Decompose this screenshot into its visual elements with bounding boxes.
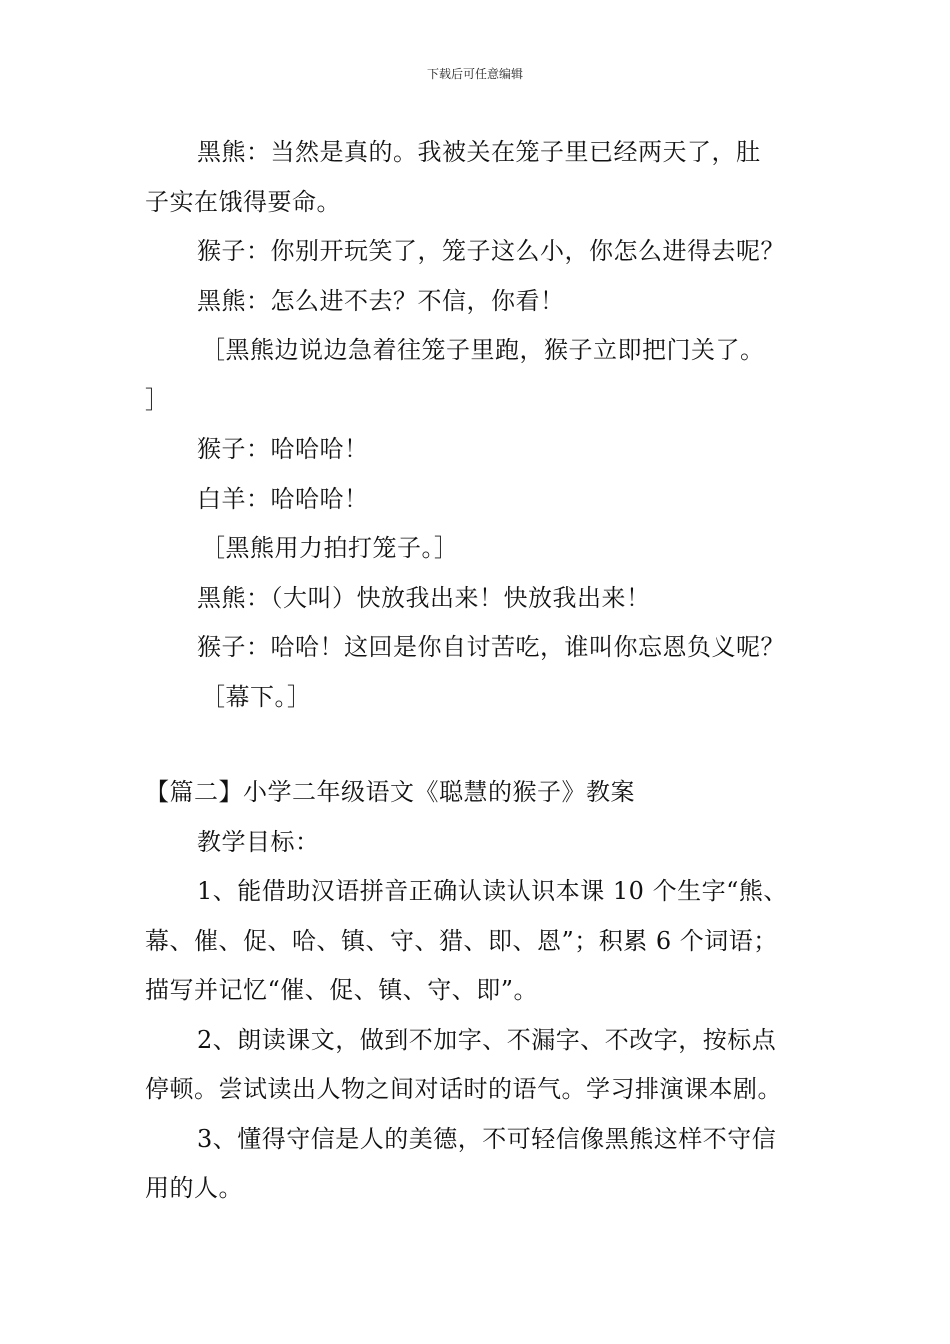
stage-direction: ［黑熊边说边急着往笼子里跑，猴子立即把门关了。 — [201, 336, 765, 364]
goal-item: 1、能借助汉语拼音正确认读认识本课 10 个生字“熊、 — [197, 877, 788, 905]
dialogue-line: 黑熊：（大叫）快放我出来！快放我出来！ — [197, 583, 651, 612]
goal-item-continuation: 幕、催、促、哈、镇、守、猎、即、恩”；积累 6 个词语； — [145, 926, 778, 955]
section-title: 【篇二】小学二年级语文《聪慧的猴子》教案 — [145, 778, 635, 806]
dialogue-line: 猴子：你别开玩笑了，笼子这么小，你怎么进得去呢？ — [197, 237, 785, 265]
goal-item: 2、朗读课文，做到不加字、不漏字、不改字，按标点 — [197, 1025, 777, 1054]
goal-item: 3、懂得守信是人的美德，不可轻信像黑熊这样不守信 — [197, 1124, 777, 1153]
dialogue-line: 黑熊：怎么进不去？不信，你看！ — [197, 286, 565, 315]
dialogue-line: 白羊：哈哈哈！ — [197, 484, 369, 513]
dialogue-line: 黑熊：当然是真的。我被关在笼子里已经两天了，肚 — [197, 138, 761, 166]
stage-direction-continuation: ］ — [145, 385, 170, 414]
goals-heading: 教学目标： — [197, 827, 320, 856]
stage-direction: ［黑熊用力拍打笼子。］ — [201, 534, 459, 562]
dialogue-line: 猴子：哈哈！这回是你自讨苦吃，谁叫你忘恩负义呢？ — [197, 633, 785, 661]
header-watermark: 下载后可任意编辑 — [426, 67, 523, 81]
document-body — [145, 128, 813, 1214]
goal-item-continuation: 用的人。 — [145, 1174, 243, 1202]
dialogue-line-continuation: 子实在饿得要命。 — [145, 187, 341, 216]
section-gap — [145, 722, 813, 768]
stage-direction: ［幕下。］ — [201, 682, 312, 711]
goal-item-continuation: 停顿。尝试读出人物之间对话时的语气。学习排演课本剧。 — [145, 1075, 782, 1103]
dialogue-line: 猴子：哈哈哈！ — [197, 435, 369, 463]
goal-item-continuation: 描写并记忆“催、促、镇、守、即”。 — [145, 976, 539, 1004]
